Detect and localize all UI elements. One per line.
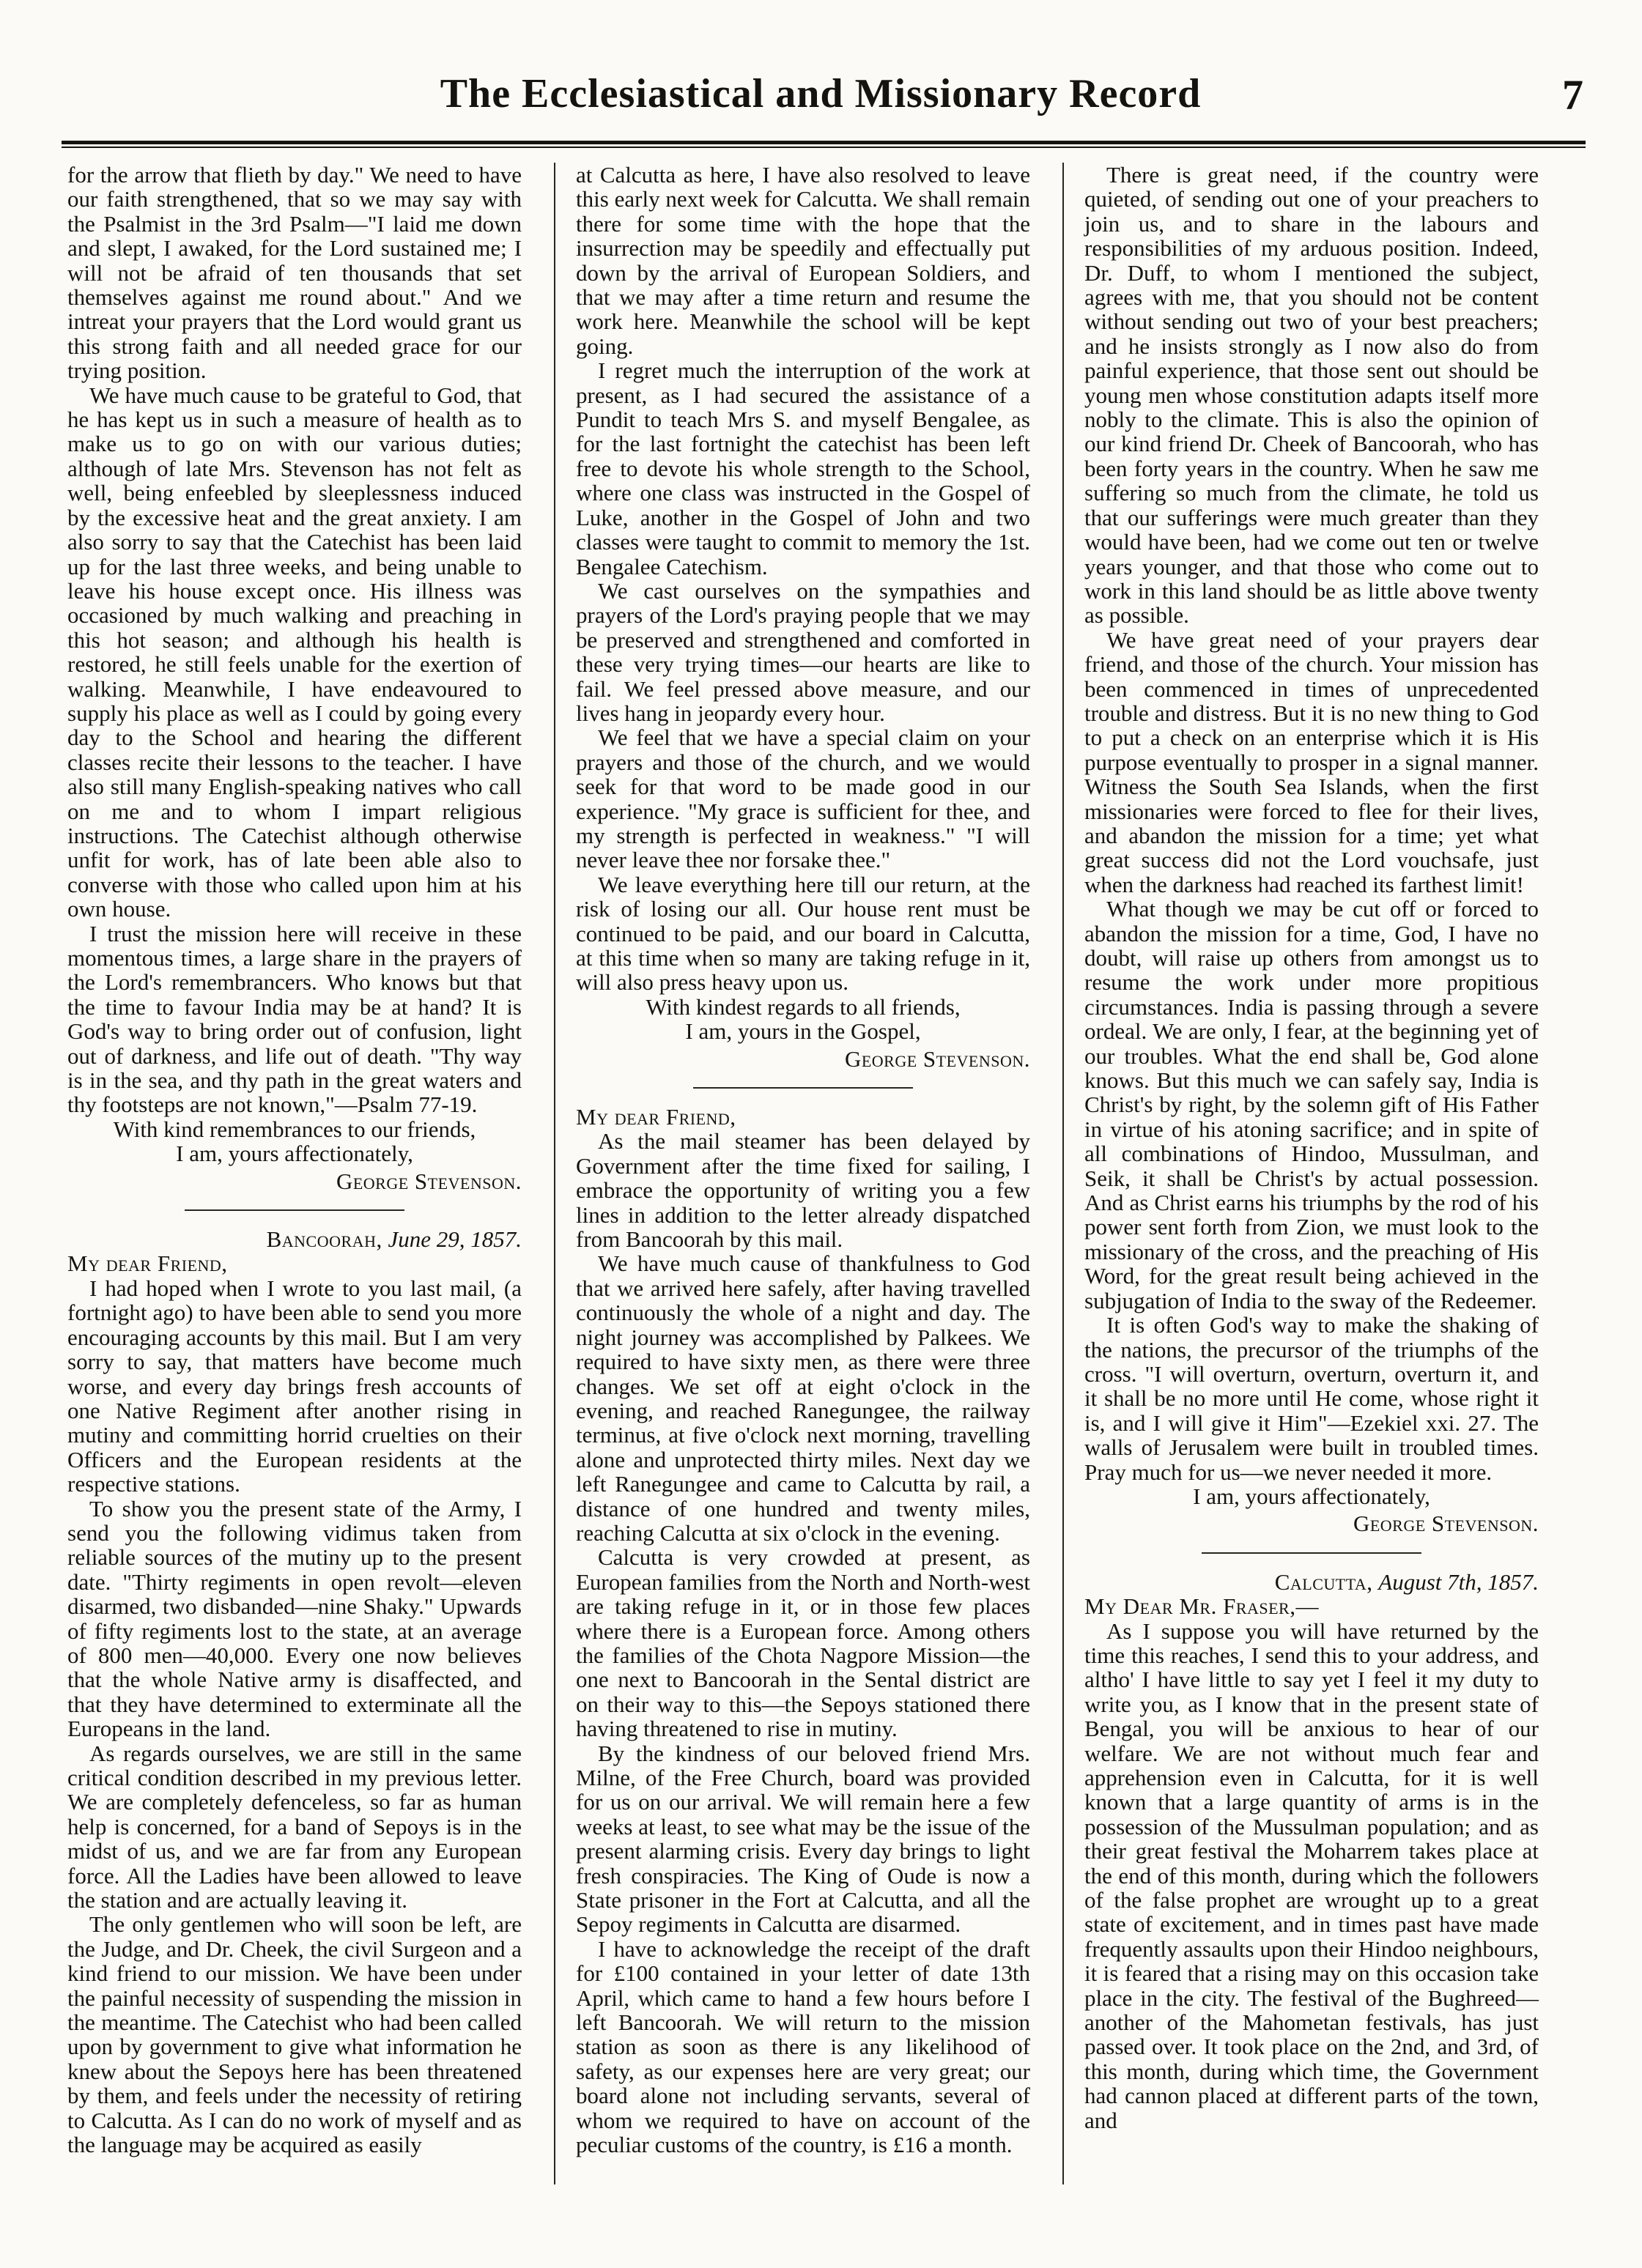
paragraph: As regards ourselves, we are still in the same critical condition described in my previous letter. We are completely defenceless, so far as human help is concerned, for a band of Sepoys is in the midst of us, and we are far from any European force. All the Ladies have been allowed to leave the station and are actually leaving it. — [67, 1740, 522, 1913]
paragraph: We feel that we have a special claim on your prayers and those of the church, and we would seek for that word to be made good in our experience. "My grace is sufficient for thee, and my strength is perfected in weakness." "I will never leave thee nor forsake thee." — [576, 724, 1030, 873]
column-2 — [576, 163, 1030, 2157]
paragraph: for the arrow that flieth by day." We need to have our faith strengthened, that so we may say with the Psalmist in the 3rd Psalm—"I laid me down and slept, I awaked, for the Lord sustained me; I will not be afraid of ten thousands that set themselves against me round about." And we intreat your prayers that the Lord would grant us this strong faith and all needed grace for our trying position. — [67, 162, 522, 384]
paragraph: I regret much the interruption of the work at present, as I had secured the assistance of a Pundit to teach Mrs S. and myself Bengalee, as for the last fortnight the catechist has been left free to devote his whole strength to the School, where one class was instructed in the Gospel of Luke, another in the Gospel of John and two classes were taught to commit to memory the 1st. Bengalee Catechism. — [576, 357, 1030, 579]
column-divider — [554, 163, 555, 2184]
letter-divider — [693, 1087, 913, 1089]
dateline — [1084, 1570, 1539, 1594]
closing-line: I am, yours in the Gospel, — [685, 1018, 921, 1045]
signature: George Stevenson. — [1353, 1511, 1539, 1537]
dateline — [67, 1227, 522, 1251]
page-number: 7 — [1562, 71, 1583, 119]
closing-line: I am, yours affectionately, — [176, 1141, 413, 1167]
closing-line: With kindest regards to all friends, — [646, 993, 961, 1020]
column-divider — [1062, 163, 1064, 2184]
paragraph: We cast ourselves on the sympathies and prayers of the Lord's praying people that we may be preserved and strengthened and comforted in these very trying times—our hearts are like to fail. We feel pressed above measure, and our lives hang in jeopardy every hour. — [576, 577, 1030, 726]
paragraph: We have great need of your prayers dear friend, and those of the church. Your mission has been commenced in times of unprecedented trouble and distress. But it is no new thing to God to put a check on an enterprise which it is His purpose eventually to prosper in a signal manner. Witness the South Sea Islands, when the first missionaries were forced to flee for their lives, and abandon the mission for a time; yet what great success did not the Lord vouchsafe, just when the darkness had reached its farthest limit! — [1084, 626, 1539, 897]
dateline-date: August 7th, 1857. — [1378, 1568, 1539, 1595]
paragraph: We leave everything here till our return, at the risk of losing our all. Our house rent must be continued to be paid, and our board in Calcutta, at this time when so many are taking refuge in it, will also press heavy upon us. — [576, 871, 1030, 996]
paragraph: It is often God's way to make the shaking of the nations, the precursor of the triumphs of the cross. "I will overturn, overturn, overturn it, and it shall be no more until He come, whose right it is, and I will give it Him"—Ezekiel xxi. 27. The walls of Jerusalem were built in troubled times. Pray much for us—we never needed it more. — [1084, 1312, 1539, 1485]
publication-title: The Ecclesiastical and Missionary Record — [440, 71, 1202, 116]
header-rule-thin — [62, 147, 1586, 148]
column-1 — [67, 163, 522, 2157]
salutation: My Dear Mr. Fraser,— — [1084, 1593, 1319, 1620]
paragraph: By the kindness of our beloved friend Mrs. Milne, of the Free Church, board was provided for us on our arrival. We will remain here a few weeks at least, to see what may be the issue of the present alarming crisis. Every day brings to light fresh conspiracies. The King of Oude is now a State prisoner in the Fort at Calcutta, and all the Sepoy regiments in Calcutta are disarmed. — [576, 1740, 1030, 1938]
paragraph: We have much cause to be grateful to God, that he has kept us in such a measure of health as to make us to go on with our various duties; although of late Mrs. Stevenson has not felt as well, being enfeebled by sleeplessness induced by the excessive heat and the great anxiety. I am also sorry to say that the Catechist has been laid up for the last three weeks, and being unable to leave his house except once. His illness was occasioned by much walking and preaching in this hot season; and although his health is restored, he still feels unable for the exertion of walking. Meanwhile, I have endeavoured to supply his place as well as I could by going every day to the School and hearing the different classes recite their lessons to the teacher. I have also still many English-speaking natives who call on me and to whom I impart religious instructions. The Catechist although otherwise unfit for work, has of late been able also to converse with those who called upon him at his own house. — [67, 382, 522, 922]
paragraph: What though we may be cut off or forced to abandon the mission for a time, God, I have no doubt, will raise up others from amongst us to resume the work under more propitious circumstances. India is passing through a severe ordeal. We are only, I fear, at the beginning yet of our troubles. What the end shall be, God alone knows. But this much we can safely say, India is Christ's by right, by the solemn gift of His Father in virtue of his atoning sacrifice; and in spite of all combinations of Hindoo, Mussulman, and Seik, it shall be Christ's by actual possession. And as Christ earns his triumphs by the rod of his power sent forth from Zion, we must look to the missionary of the cross, and the preaching of His Word, for the great result being achieved in the subjugation of India to the sway of the Redeemer. — [1084, 896, 1539, 1313]
letter-divider — [185, 1209, 404, 1211]
dateline-date: June 29, 1857. — [388, 1226, 522, 1253]
paragraph: There is great need, if the country were quieted, of sending out one of your preachers to join us, and to share in the labours and responsibilities of my arduous position. Indeed, Dr. Duff, to whom I mentioned the subject, agrees with me, that you should not be content without sending out two of your best preachers; and he insists strongly as I now also do from painful experience, that those sent out should be young men whose constitution adapts itself more nobly to the climate. This is also the opinion of our kind friend Dr. Cheek of Bancoorah, who has been forty years in the country. When he saw me suffering so much from the climate, he told us that our sufferings were much greater than they would have been, had we come out ten or twelve years younger, and that those who come out to work in this land should be as little above twenty as possible. — [1084, 162, 1539, 629]
signature: George Stevenson. — [844, 1045, 1030, 1072]
letter-divider — [1202, 1552, 1421, 1554]
paragraph: I have to acknowledge the receipt of the draft for £100 contained in your letter of date 13th April, which came to hand a few hours before I left Bancoorah. We will return to the mission station as soon as there is any likelihood of safety, as our expenses here are very great; our board alone not including servants, several of whom we required to have on account of the peculiar customs of the country, is £16 a month. — [576, 1935, 1030, 2158]
paragraph: I trust the mission here will receive in these momentous times, a large share in the prayers of the Lord's remembrancers. Who knows but that the time to favour India may be at hand? It is God's way to bring order out of confusion, light out of darkness, and life out of death. "Thy way is in the sea, and thy path in the great waters and thy footsteps are not known,"—Psalm 77-19. — [67, 920, 522, 1118]
paragraph: Calcutta is very crowded at present, as European families from the North and North-west are taking refuge in it, or in those few places where there is a European force. Among others the families of the Chota Nagpore Mission—the one next to Bancoorah in the Sental district are on their way to this—the Sepoys stationed there having threatened to rise in mutiny. — [576, 1544, 1030, 1742]
paragraph: As I suppose you will have returned by the time this reaches, I send this to your address, and altho' I have little to say yet I feel it my duty to write you, as I know that in the present state of Bengal, you will be anxious to hear of our welfare. We are not without much fear and apprehension even in Calcutta, for it is well known that a large quantity of arms is in the possession of the Mussulman population; and as their great festival the Moharrem takes place at the end of this month, during which the followers of the false prophet are wrought up to a great state of excitement, and in times past have made frequently assaults upon their Hindoo neighbours, it is feared that a rising may on this occasion take place in the city. The festival of the Bughreed—another of the Mahometan festivals, has just passed over. It took place on the 2nd, and 3rd, of this month, during which time, the Government had cannon placed at different parts of the town, and — [1084, 1617, 1539, 2133]
column-3 — [1084, 163, 1539, 2132]
paragraph: To show you the present state of the Army, I send you the following vidimus taken from reliable sources of the mutiny up to the present date. "Thirty regiments in open revolt—eleven disarmed, two disbanded—nine Shaky." Upwards of fifty regiments lost to the state, at an average of 800 men—40,000. Every one now believes that the whole Native army is disaffected, and that they have determined to exterminate all the Europeans in the land. — [67, 1495, 522, 1742]
paragraph: I had hoped when I wrote to you last mail, (a fortnight ago) to have been able to send you more encouraging accounts by this mail. But I am very sorry to say, that matters have become much worse, and every day brings fresh accounts of one Native Regiment after another rising in mutiny and committing horrid cruelties on their Officers and the European residents at the respective stations. — [67, 1275, 522, 1497]
closing-line: I am, yours affectionately, — [1193, 1483, 1430, 1509]
masthead — [0, 70, 1642, 151]
salutation: My dear Friend, — [576, 1104, 736, 1130]
dateline-place: Bancoorah, — [266, 1226, 382, 1253]
paragraph: We have much cause of thankfulness to God that we arrived here safely, after having travelled continuously the whole of a night and day. The night journey was accomplished by Palkees. We required to have sixty men, as there were three changes. We set off at eight o'clock in the evening, and reached Ranegungee, the railway terminus, at five o'clock next morning, travelling alone and unprotected thirty miles. Next day we left Ranegungee and came to Calcutta by rail, a distance of one hundred and twenty miles, reaching Calcutta at six o'clock in the evening. — [576, 1250, 1030, 1546]
dateline-place: Calcutta, — [1274, 1568, 1373, 1595]
signature: George Stevenson. — [336, 1168, 522, 1194]
header-rule — [62, 141, 1586, 144]
paragraph: at Calcutta as here, I have also resolved to leave this early next week for Calcutta. We shall remain there for some time with the hope that the insurrection may be speedily and effectually put down by the arrival of European Soldiers, and that we may after a time return and resume the work here. Meanwhile the school will be kept going. — [576, 162, 1030, 359]
paragraph: As the mail steamer has been delayed by Government after the time fixed for sailing, I embrace the opportunity of writing you a few lines in addition to the letter already dispatched from Bancoorah by this mail. — [576, 1128, 1030, 1253]
closing-line: With kind remembrances to our friends, — [113, 1116, 476, 1142]
paragraph: The only gentlemen who will soon be left, are the Judge, and Dr. Cheek, the civil Surgeon and a kind friend to our mission. We have been under the painful necessity of suspending the mission in the meantime. The Catechist who had been called upon by government to give what information he knew about the Sepoys here has been threatened by them, and feels under the necessity of retiring to Calcutta. As I can do no work of myself and as the language may be acquired as easily — [67, 1911, 522, 2158]
salutation: My dear Friend, — [67, 1250, 228, 1277]
